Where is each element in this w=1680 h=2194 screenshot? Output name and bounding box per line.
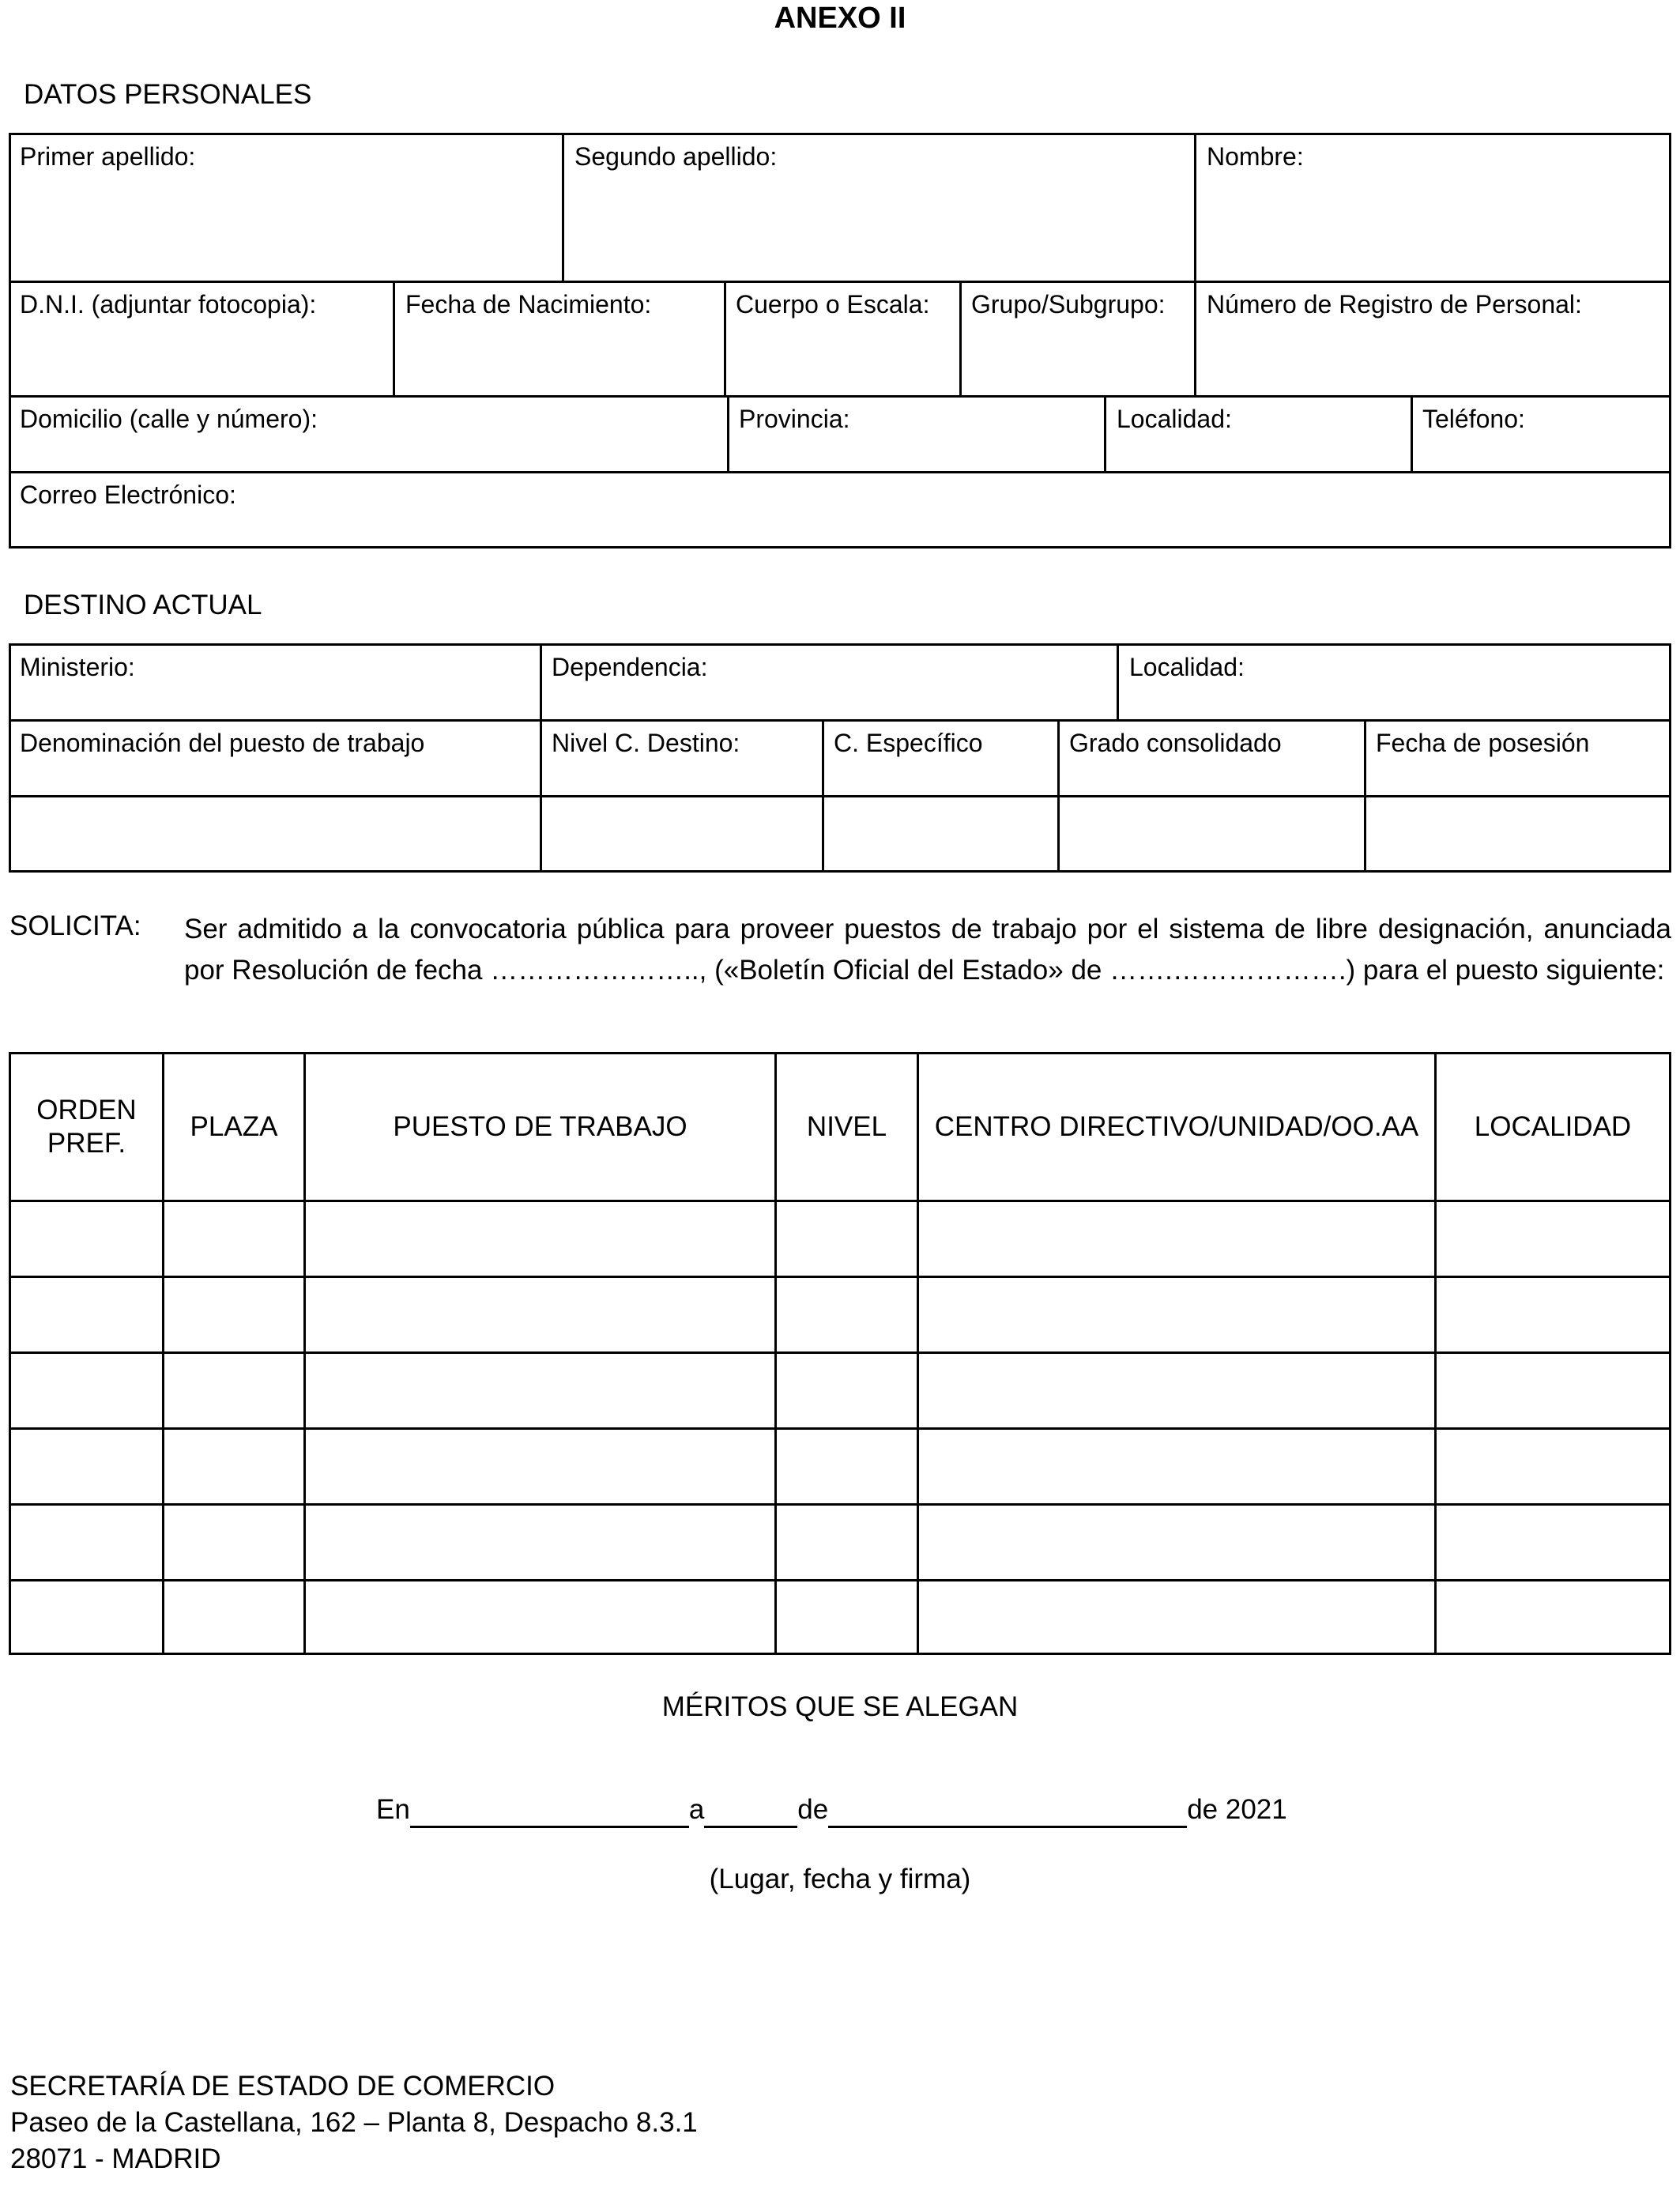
divider <box>9 1200 1671 1202</box>
table-header-centro-directivo: CENTRO DIRECTIVO/UNIDAD/OO.AA <box>934 1111 1419 1142</box>
lugar-blank[interactable] <box>410 1794 689 1828</box>
field-dependencia[interactable]: Dependencia: <box>552 653 708 681</box>
firma-a-label: a <box>688 1794 705 1825</box>
field-grado-consolidado: Grado consolidado <box>1069 729 1282 757</box>
divider <box>9 795 1671 797</box>
field-fecha-posesion: Fecha de posesión <box>1376 729 1590 757</box>
field-provincia[interactable]: Provincia: <box>739 405 850 433</box>
page-title: ANEXO II <box>774 2 906 35</box>
field-segundo-apellido[interactable]: Segundo apellido: <box>574 142 778 171</box>
table-header-localidad: LOCALIDAD <box>1474 1111 1632 1142</box>
divider <box>393 281 395 396</box>
divider <box>1057 719 1060 873</box>
field-denominacion-puesto: Denominación del puesto de trabajo <box>20 729 425 757</box>
field-nivel-c-destino: Nivel C. Destino: <box>552 729 740 757</box>
meritos-heading: MÉRITOS QUE SE ALEGAN <box>661 1691 1019 1722</box>
divider <box>1117 643 1119 720</box>
field-ministerio[interactable]: Ministerio: <box>20 653 135 681</box>
footer-organization: SECRETARÍA DE ESTADO DE COMERCIO <box>10 2071 556 2102</box>
table-header-orden-pref: ORDEN PREF. <box>36 1095 137 1159</box>
mes-blank[interactable] <box>828 1794 1187 1828</box>
field-correo-electronico[interactable]: Correo Electrónico: <box>20 481 236 509</box>
divider <box>9 1427 1671 1430</box>
solicita-label: SOLICITA: <box>9 910 141 941</box>
field-cuerpo-escala[interactable]: Cuerpo o Escala: <box>736 290 930 319</box>
divider <box>540 643 542 720</box>
divider <box>9 1503 1671 1506</box>
field-c-especifico: C. Específico <box>834 729 983 757</box>
field-localidad[interactable]: Localidad: <box>1117 405 1232 433</box>
firma-caption: (Lugar, fecha y firma) <box>709 1864 971 1894</box>
firma-year-label: de 2021 <box>1187 1794 1287 1825</box>
divider <box>9 1276 1671 1278</box>
footer-address: Paseo de la Castellana, 162 – Planta 8, Despacho 8.3.1 <box>10 2107 698 2138</box>
field-destino-localidad[interactable]: Localidad: <box>1129 653 1245 681</box>
divider <box>724 281 726 396</box>
table-header-nivel: NIVEL <box>806 1111 887 1142</box>
divider <box>9 471 1671 473</box>
personal-data-table <box>9 133 1671 548</box>
field-grupo-subgrupo[interactable]: Grupo/Subgrupo: <box>971 290 1166 319</box>
field-fecha-nacimiento[interactable]: Fecha de Nacimiento: <box>405 290 652 319</box>
divider <box>9 281 1671 283</box>
dia-blank[interactable] <box>704 1794 797 1828</box>
divider <box>540 719 542 873</box>
divider <box>9 719 1671 722</box>
divider <box>1411 395 1413 472</box>
section-heading-destino-actual: DESTINO ACTUAL <box>24 590 262 620</box>
field-dni[interactable]: D.N.I. (adjuntar fotocopia): <box>20 290 317 319</box>
divider <box>9 395 1671 398</box>
divider <box>1104 395 1106 472</box>
table-header-plaza: PLAZA <box>190 1111 278 1142</box>
field-nombre[interactable]: Nombre: <box>1207 142 1304 171</box>
field-domicilio[interactable]: Domicilio (calle y número): <box>20 405 318 433</box>
footer-city: 28071 - MADRID <box>10 2143 221 2174</box>
table-header-puesto-de-trabajo: PUESTO DE TRABAJO <box>393 1111 687 1142</box>
field-telefono[interactable]: Teléfono: <box>1422 405 1525 433</box>
firma-en-label: En <box>376 1794 410 1825</box>
divider <box>1194 133 1196 281</box>
divider <box>9 1579 1671 1581</box>
field-primer-apellido[interactable]: Primer apellido: <box>20 142 196 171</box>
divider <box>959 281 962 396</box>
divider <box>1194 281 1196 396</box>
divider <box>9 1351 1671 1354</box>
destino-actual-table <box>9 643 1671 873</box>
field-numero-registro-personal[interactable]: Número de Registro de Personal: <box>1207 290 1582 319</box>
section-heading-datos-personales: DATOS PERSONALES <box>24 79 312 110</box>
signature-line <box>376 1794 1287 1828</box>
solicita-text: Ser admitido a la convocatoria pública para proveer puestos de trabajo por el sistema de libre designación, anunciada por Resolución de fecha ………………….., («Boletín Oficial del Estado» de …….……………….) para el puesto siguiente: <box>184 914 1671 986</box>
divider <box>727 395 729 472</box>
firma-de-label: de <box>797 1794 829 1825</box>
divider <box>822 719 824 873</box>
divider <box>1364 719 1366 873</box>
divider <box>562 133 564 281</box>
